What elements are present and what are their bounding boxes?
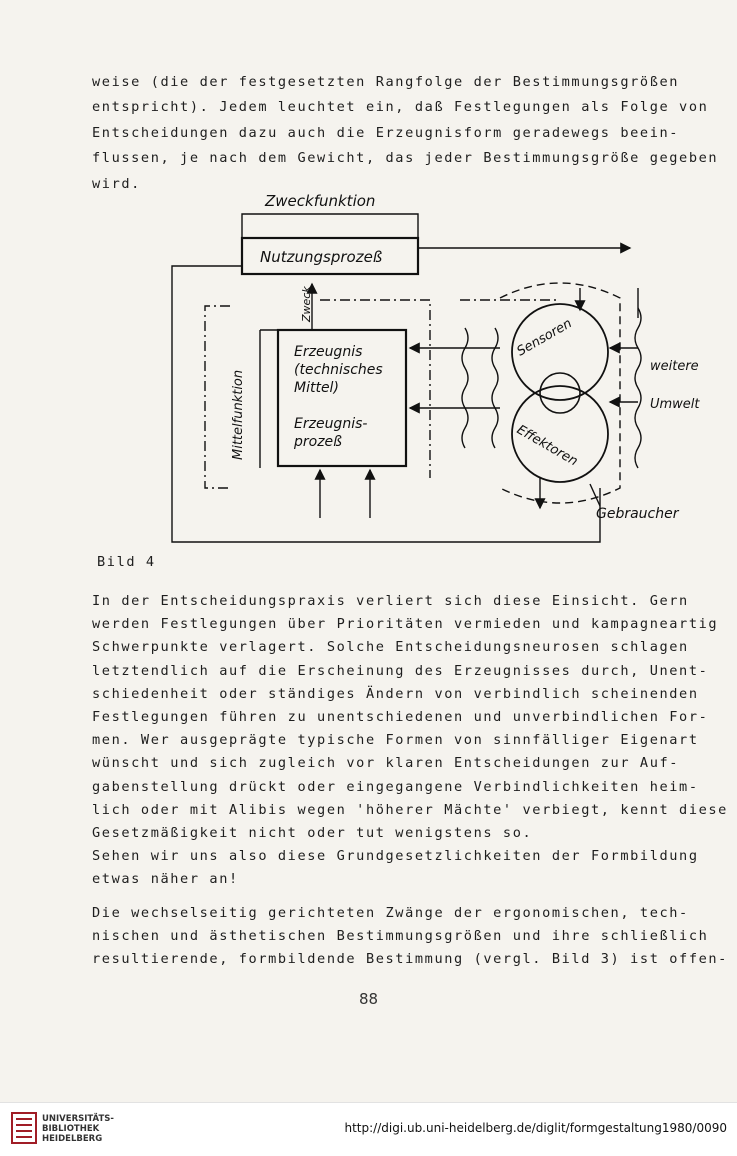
label-zweck: Zweck: [300, 286, 313, 322]
text-line: men. Wer ausgeprägte typische Formen von sinnfälliger Eigenart: [92, 732, 699, 749]
wavy-interface: [462, 328, 468, 448]
text-line: schiedenheit oder ständiges Ändern von verbindlich scheinenden: [92, 685, 699, 702]
text-line: Schwerpunkte verlagert. Solche Entscheidungsneurosen schlagen: [92, 639, 689, 656]
mittelfunktion-bracket: [205, 306, 230, 488]
logo-line: UNIVERSITÄTS-: [42, 1114, 114, 1124]
university-library-logo-text[interactable]: [42, 1114, 114, 1144]
label-zweckfunktion: Zweckfunktion: [265, 192, 376, 210]
diagram-bild-4: [160, 188, 720, 553]
text-line: Festlegungen führen zu unentschiedenen und unverbindlichen For-: [92, 708, 709, 725]
umwelt-wavy: [635, 308, 641, 468]
label-erzeugnis-2: (technisches: [294, 362, 383, 378]
label-gebraucher: Gebraucher: [596, 506, 679, 522]
footer-bar: [0, 1102, 737, 1156]
text-line: gabenstellung drückt oder eingegangene Verbindlichkeiten heim-: [92, 778, 699, 795]
text-line: Die wechselseitig gerichteten Zwänge der ergonomischen, tech-: [92, 905, 689, 921]
label-effektoren: Effektoren: [514, 422, 581, 470]
label-erzeugnis-3: Mittel): [294, 380, 339, 396]
text-line: wird.: [92, 175, 141, 192]
label-weitere: weitere: [650, 359, 699, 374]
logo-line: HEIDELBERG: [42, 1134, 103, 1144]
text-line: Sehen wir uns also diese Grundgesetzlichkeiten der Formbildung: [92, 848, 699, 865]
text-line: etwas näher an!: [92, 871, 239, 888]
text-line: In der Entscheidungspraxis verliert sich diese Einsicht. Gern: [92, 593, 689, 609]
page-number: 88: [358, 990, 379, 1008]
text-line: werden Festlegungen über Prioritäten vermieden und kampagneartig: [92, 616, 719, 633]
text-line: entspricht). Jedem leuchtet ein, daß Festlegungen als Folge von: [92, 99, 709, 116]
text-line: nischen und ästhetischen Bestimmungsgrößen und ihre schließlich: [92, 928, 709, 945]
source-url-link[interactable]: http://digi.ub.uni-heidelberg.de/diglit/formgestaltung1980/0090: [344, 1121, 727, 1135]
figure-caption: Bild 4: [97, 554, 156, 570]
label-umwelt: Umwelt: [650, 397, 700, 412]
paragraph-last: [92, 902, 728, 972]
text-line: letztendlich auf die Erscheinung des Erzeugnisses durch, Unent-: [92, 662, 709, 679]
paragraph-top: [92, 70, 719, 197]
label-erzeugnisprozess-1: Erzeugnis-: [294, 416, 368, 432]
university-library-logo-icon[interactable]: [10, 1111, 38, 1145]
text-line: Entscheidungen dazu auch die Erzeugnisform geradewegs beein-: [92, 124, 680, 141]
label-sensoren: Sensoren: [514, 316, 575, 360]
text-line: weise (die der festgesetzten Rangfolge der Bestimmungsgrößen: [92, 74, 680, 90]
zweckfunktion-bracket: [242, 214, 418, 238]
paragraph-main: [92, 590, 728, 891]
label-erzeugnisprozess-2: prozeß: [294, 434, 342, 450]
text-line: Gesetzmäßigkeit nicht oder tut wenigstens so.: [92, 824, 533, 841]
label-nutzungsprozess: Nutzungsprozeß: [260, 248, 383, 266]
text-line: resultierende, formbildende Bestimmung (vergl. Bild 3) ist offen-: [92, 951, 728, 968]
text-line: wünscht und sich zugleich vor klaren Entscheidungen zur Auf-: [92, 755, 680, 772]
text-line: lich oder mit Alibis wegen 'höherer Mächte' verbiegt, kennt diese: [92, 801, 728, 818]
label-mittelfunktion: Mittelfunktion: [231, 369, 246, 460]
gebraucher-outline: [500, 283, 620, 503]
core-circle: [540, 373, 580, 413]
logo-line: BIBLIOTHEK: [42, 1124, 100, 1134]
text-line: flussen, je nach dem Gewicht, das jeder Bestimmungsgröße gegeben: [92, 150, 719, 167]
label-erzeugnis-1: Erzeugnis: [294, 344, 363, 360]
